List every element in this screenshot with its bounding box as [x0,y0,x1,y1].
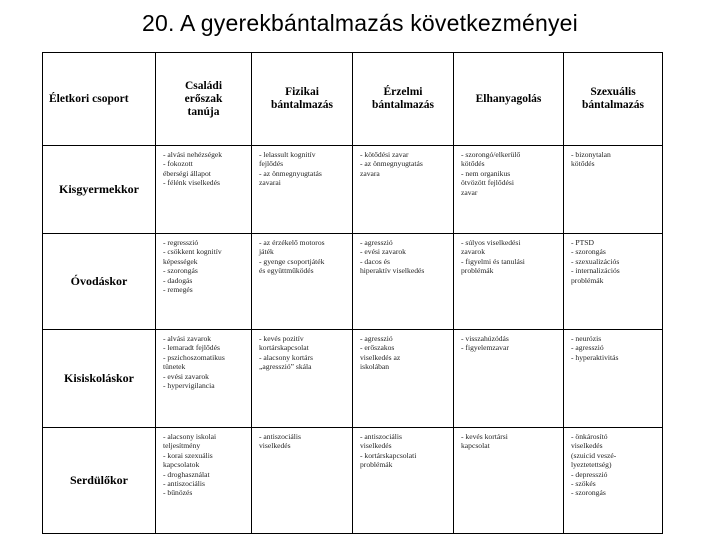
cell-line: viselkedés az [360,352,401,362]
table-cell [156,428,252,534]
cell-line: - remegés [163,285,193,295]
cell-line: - alacsony iskolai [163,432,217,441]
cell-line: - kevés pozitív [259,334,304,343]
header-line: Elhanyagolás [475,92,542,105]
cell-line: zavarai [259,178,281,188]
cell-line: - dacos és [360,256,390,266]
cell-line: - dadogás [163,275,193,285]
cell-line: viselkedés [360,441,392,451]
cell-line: zavarok [461,247,486,257]
cell-line: - szexualizációs [571,256,620,266]
header-line: erőszak [184,92,223,105]
table-cell [252,428,353,534]
header-physical-abuse [252,53,353,146]
header-line: Életkori csoport [49,92,129,105]
cell-line: éberségi állapot [163,168,211,178]
table-cell [564,428,663,534]
cell-line: - neurózis [571,334,602,343]
cell-line: - droghasználat [163,469,210,479]
cell-line: zavara [360,168,380,178]
header-line: tanúja [187,105,220,118]
cell-line: - antiszociális [259,432,301,441]
cell-line: ötvözött fejlődési [461,178,514,188]
header-sexual-abuse [564,53,663,146]
cell-line: - visszahúzódás [461,334,509,343]
cell-line: - bizonytalan [571,150,611,159]
cell-line: tünetek [163,362,186,372]
cell-line: zavar [461,187,478,197]
cell-line: - lelassult kognitív [259,150,316,159]
header-line: Fizikai [285,86,319,98]
table-cell [353,234,454,330]
cell-line: viselkedés [259,441,291,451]
header-age-group [43,53,156,146]
table-cell [252,330,353,428]
cell-line: - alvási zavarok [163,334,212,343]
header-line: bántalmazás [372,99,434,111]
cell-line: játék [259,247,274,257]
table-cell [252,146,353,234]
cell-line: - regresszió [163,238,199,247]
cell-line: - csökkent kognitív [163,247,222,257]
cell-line: - lemaradt fejlődés [163,343,220,353]
cell-line: - antiszociális [360,432,402,441]
cell-line: - szorongás [571,247,606,257]
table-cell [353,330,454,428]
age-group-label: Serdülőkor [43,428,156,534]
table-cell [156,330,252,428]
table-cell [454,428,564,534]
table-cell [156,146,252,234]
cell-line: - korai szexuális [163,450,213,460]
cell-line: - agresszió [571,343,604,353]
cell-line: viselkedés [571,441,603,451]
cell-line: kötődés [461,159,485,169]
cell-line: - PTSD [571,238,594,247]
cell-line: - figyelmi és tanulási [461,256,525,266]
cell-line: lyeztetettség) [571,460,612,470]
table-cell [454,146,564,234]
cell-line: - az önmegnyugtatás [259,168,322,178]
cell-line: - agresszió [360,238,393,247]
cell-line: - kevés kortársi [461,432,508,441]
cell-line: - alvási nehézségek [163,150,223,159]
cell-line: - félénk viselkedés [163,178,220,188]
cell-line: problémák [571,275,604,285]
row-ovodaskor [43,234,663,330]
cell-line: - pszichoszomatikus [163,352,225,362]
cell-line: - szorongás [163,266,198,276]
cell-line: és együttműködés [259,266,314,276]
cell-line: - gyenge csoportjáték [259,256,325,266]
header-domestic-violence-witness [156,53,252,146]
cell-line: - agresszió [360,334,393,343]
cell-line: - kötődési zavar [360,150,409,159]
table-cell [252,234,353,330]
cell-line: (szuicid veszé- [571,450,617,460]
table-cell [454,234,564,330]
row-kisiskolaskor [43,330,663,428]
row-kisgyermekkor [43,146,663,234]
table-cell [156,234,252,330]
cell-line: - fokozott [163,159,193,169]
cell-line: problémák [360,460,393,470]
cell-line: - alacsony kortárs [259,352,313,362]
cell-line: képességek [163,256,198,266]
cell-line: „agresszió” skála [259,362,312,372]
cell-line: - szorongás [571,488,606,498]
cell-line: - önkárosító [571,432,608,441]
consequences-table [42,52,663,534]
cell-line: kortárskapcsolat [259,343,309,353]
header-line: bántalmazás [582,99,644,111]
table-cell [353,428,454,534]
cell-line: - nem organikus [461,168,511,178]
header-neglect [454,53,564,146]
header-line: Családi [184,79,223,92]
cell-line: - szorongó/elkerülő [461,150,521,159]
age-group-label: Kisgyermekkor [43,146,156,234]
cell-line: fejlődés [259,159,284,169]
cell-line: - hypervigilancia [163,381,215,391]
cell-line: - internalizációs [571,266,620,276]
cell-line: teljesítmény [163,441,201,451]
table-cell [564,234,663,330]
table-cell [564,146,663,234]
cell-line: hiperaktív viselkedés [360,266,425,276]
age-group-label: Kisiskoláskor [43,330,156,428]
cell-line: - hyperaktivitás [571,352,619,362]
cell-line: - antiszociális [163,479,205,489]
cell-line: - súlyos viselkedési [461,238,521,247]
cell-line: - erőszakos [360,343,395,353]
cell-line: - bűnözés [163,488,193,498]
cell-line: - az érzékelő motoros [259,238,325,247]
table-cell [454,330,564,428]
age-group-label: Óvodáskor [43,234,156,330]
cell-line: kötődés [571,159,595,169]
cell-line: - figyelemzavar [461,343,509,353]
header-line: Szexuális [590,86,636,98]
header-line: Érzelmi [383,86,423,98]
cell-line: - kortárskapcsolati [360,450,417,460]
cell-line: - evési zavarok [163,371,209,381]
header-emotional-abuse [353,53,454,146]
cell-line: problémák [461,266,494,276]
cell-line: - depresszió [571,469,608,479]
cell-line: - evési zavarok [360,247,406,257]
table-cell [353,146,454,234]
cell-line: iskolában [360,362,390,372]
table-header-row [43,53,663,146]
table-cell [564,330,663,428]
cell-line: - az önmegnyugtatás [360,159,423,169]
cell-line: - szökés [571,479,596,489]
header-line: bántalmazás [271,99,333,111]
cell-line: kapcsolat [461,441,490,451]
page-title: 20. A gyerekbántalmazás következményei [142,10,578,36]
cell-line: kapcsolatok [163,460,200,470]
row-serdulokor [43,428,663,534]
